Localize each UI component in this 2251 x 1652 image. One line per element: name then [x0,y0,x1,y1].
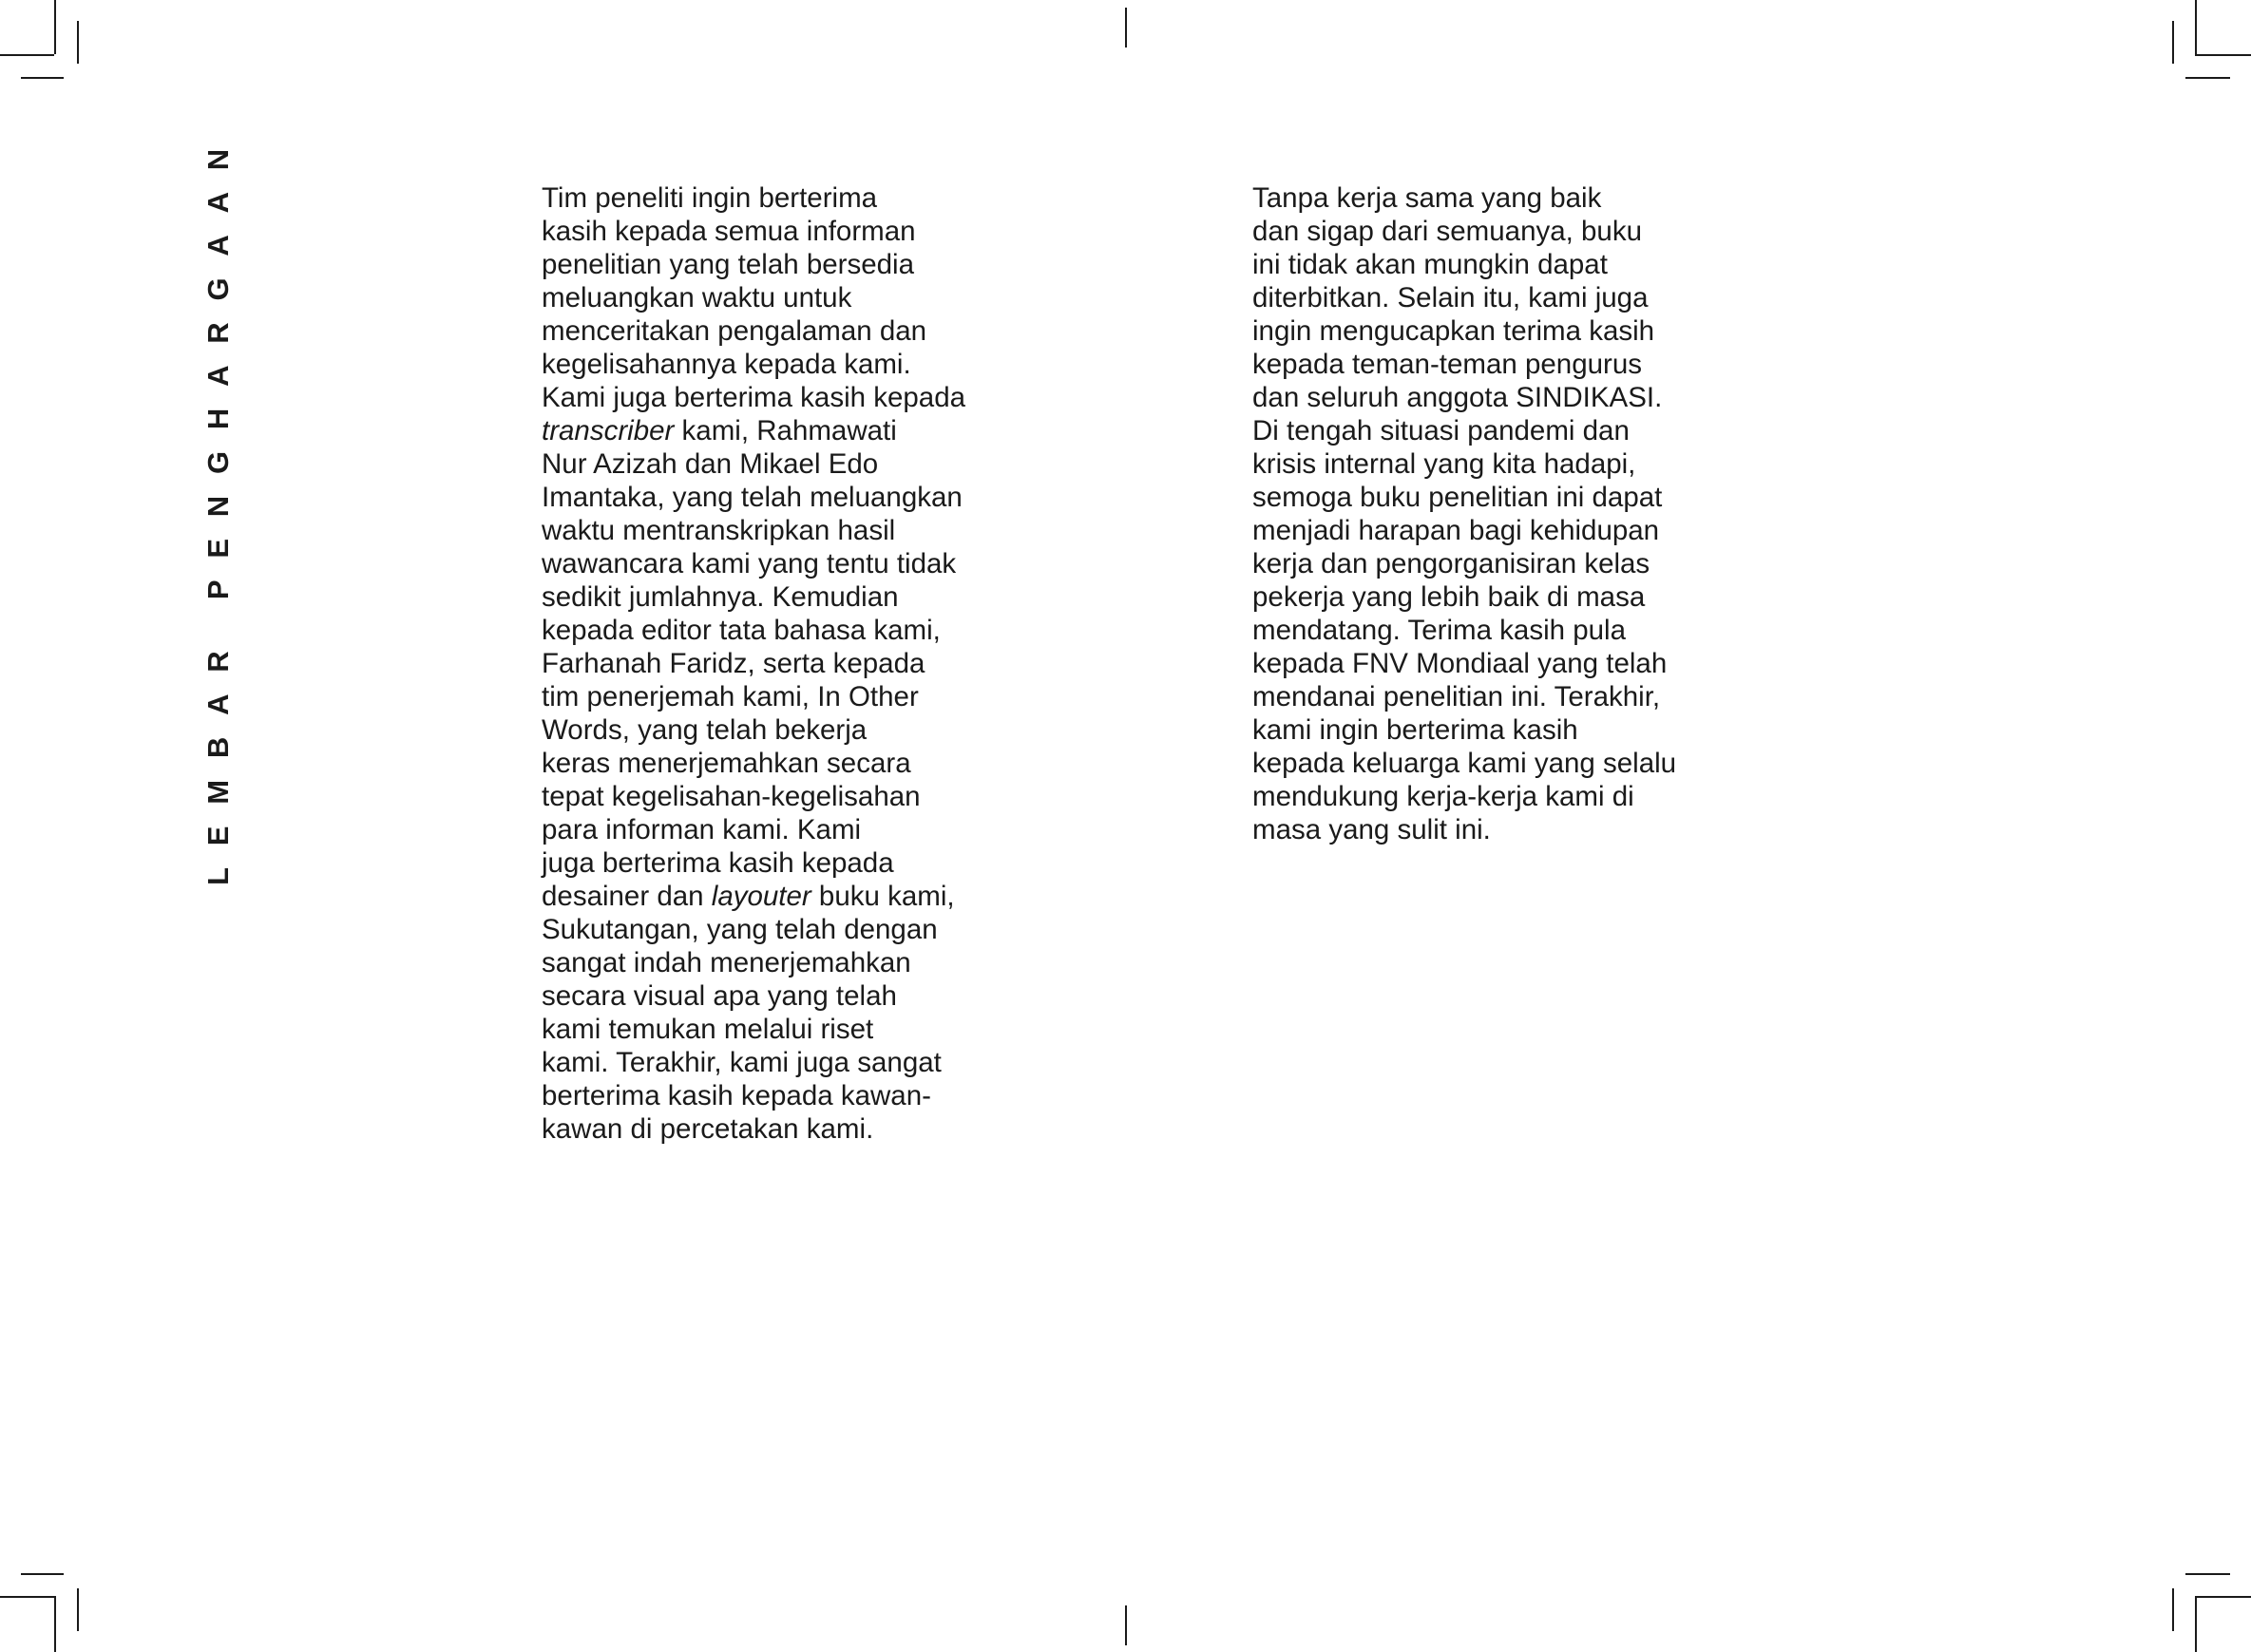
text-line [542,880,1017,913]
text-line: kepada teman-teman pengurus [1252,349,1642,380]
text-segment: desainer dan [542,881,712,912]
crop-mark [1125,8,1127,47]
crop-mark [2195,1596,2197,1652]
text-line: Tim peneliti ingin berterima [542,182,878,214]
text-line: keras menerjemahkan secara [542,748,911,779]
crop-mark [77,21,79,64]
crop-mark [2195,54,2251,56]
text-line: Farhanah Faridz, serta kepada [542,648,925,679]
crop-mark [0,54,54,56]
text-line: Words, yang telah bekerja [542,714,868,746]
crop-mark [77,1588,79,1631]
text-line: kawan di percetakan kami. [542,1113,874,1145]
text-line: dan seluruh anggota SINDIKASI. [1252,382,1663,413]
crop-mark [2185,1573,2230,1575]
crop-mark [54,0,56,54]
text-line: kepada FNV Mondiaal yang telah [1252,648,1668,679]
side-title-text: LEMBAR PENGHARGAAN [201,126,235,885]
text-line: berterima kasih kepada kawan- [542,1080,931,1111]
right-column [1252,181,1727,846]
text-line: ini tidak akan mungkin dapat [1252,249,1608,280]
text-line: meluangkan waktu untuk [542,282,852,313]
text-line: tim penerjemah kami, In Other [542,681,919,712]
text-line: kegelisahannya kepada kami. [542,349,911,380]
side-title [200,126,238,885]
crop-mark [2185,77,2230,79]
italic-term: layouter [711,881,811,912]
text-line: sedikit jumlahnya. Kemudian [542,581,899,613]
text-line: wawancara kami yang tentu tidak [542,548,957,579]
text-line: mendanai penelitian ini. Terakhir, [1252,681,1661,712]
text-line: penelitian yang telah bersedia [542,249,914,280]
crop-mark [2172,21,2174,64]
text-line: Imantaka, yang telah meluangkan [542,482,963,513]
text-line [542,414,1017,447]
text-line: waktu mentranskripkan hasil [542,515,896,546]
text-line: Nur Azizah dan Mikael Edo [542,448,879,480]
text-line: juga berterima kasih kepada [542,847,894,879]
crop-mark [0,1596,54,1598]
text-line: mendukung kerja-kerja kami di [1252,781,1634,812]
text-line: tepat kegelisahan-kegelisahan [542,781,921,812]
crop-mark [2195,1596,2251,1598]
text-line: secara visual apa yang telah [542,980,897,1012]
crop-mark [54,1596,56,1652]
text-line: semoga buku penelitian ini dapat [1252,482,1663,513]
text-line: Sukutangan, yang telah dengan [542,914,938,945]
left-column [542,181,1017,1146]
crop-mark [2195,0,2197,54]
text-line: Kami juga berterima kasih kepada [542,382,966,413]
text-line: krisis internal yang kita hadapi, [1252,448,1636,480]
text-line: Tanpa kerja sama yang baik [1252,182,1602,214]
text-line: pekerja yang lebih baik di masa [1252,581,1646,613]
crop-mark [21,77,64,79]
crop-mark [1125,1605,1127,1645]
text-line: menjadi harapan bagi kehidupan [1252,515,1660,546]
crop-mark [21,1573,64,1575]
italic-term: transcriber [542,415,675,446]
text-line: Di tengah situasi pandemi dan [1252,415,1630,446]
text-line: masa yang sulit ini. [1252,814,1491,845]
text-line: kepada keluarga kami yang selalu [1252,748,1677,779]
text-line: dan sigap dari semuanya, buku [1252,216,1642,247]
text-line: kami. Terakhir, kami juga sangat [542,1047,942,1078]
text-segment: buku kami, [811,881,955,912]
text-segment: kami, Rahmawati [674,415,897,446]
text-line: mendatang. Terima kasih pula [1252,615,1627,646]
text-line: sangat indah menerjemahkan [542,947,911,978]
text-line: kami temukan melalui riset [542,1014,874,1045]
text-line: menceritakan pengalaman dan [542,315,927,347]
text-line: ingin mengucapkan terima kasih [1252,315,1655,347]
text-line: para informan kami. Kami [542,814,862,845]
text-line: kepada editor tata bahasa kami, [542,615,941,646]
text-line: kami ingin berterima kasih [1252,714,1578,746]
text-line: kerja dan pengorganisiran kelas [1252,548,1650,579]
text-line: kasih kepada semua informan [542,216,916,247]
crop-mark [2172,1588,2174,1631]
text-line: diterbitkan. Selain itu, kami juga [1252,282,1649,313]
